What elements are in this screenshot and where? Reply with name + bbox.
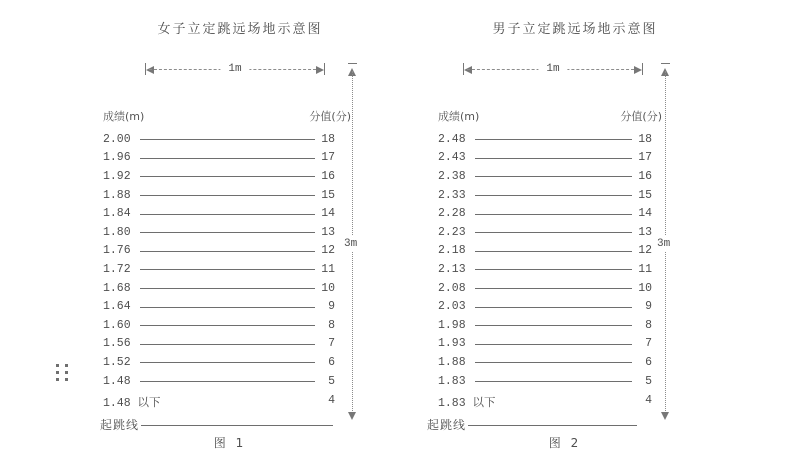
points-value: 15 <box>638 188 652 202</box>
distance-value: 1.98 <box>438 318 466 332</box>
distance-value: 1.56 <box>103 337 131 351</box>
below-threshold-row <box>438 394 652 410</box>
width-measure-label: 1m <box>220 63 249 75</box>
arrowhead-down-icon <box>348 412 356 420</box>
distance-value: 1.93 <box>438 337 466 351</box>
points-value: 8 <box>328 318 335 332</box>
width-measure-arrow <box>145 62 325 78</box>
tick-line <box>475 195 632 196</box>
points-value: 10 <box>321 281 335 295</box>
points-value: 14 <box>321 207 335 221</box>
score-row <box>438 372 652 391</box>
height-measure-label: 3m <box>657 238 671 250</box>
points-value: 17 <box>638 151 652 165</box>
score-row <box>103 335 335 354</box>
score-row <box>438 204 652 223</box>
points-value: 9 <box>645 300 652 314</box>
width-measure-arrow <box>463 62 643 78</box>
takeoff-label: 起跳线 <box>427 418 467 432</box>
below-threshold-row <box>103 394 335 410</box>
points-value: 4 <box>328 394 335 407</box>
distance-value: 1.48 <box>103 374 131 388</box>
score-row <box>103 353 335 372</box>
tick-line <box>140 269 315 270</box>
solid-line <box>141 425 333 426</box>
points-value: 11 <box>321 262 335 276</box>
diagram-title: 女子立定跳远场地示意图 <box>157 22 323 37</box>
tick-line <box>475 325 632 326</box>
score-row <box>438 149 652 168</box>
tick-line <box>475 269 632 270</box>
points-value: 7 <box>645 337 652 351</box>
measure-end-tick <box>348 63 357 64</box>
distance-value: 1.88 <box>438 355 466 369</box>
score-row <box>438 130 652 149</box>
score-row <box>103 186 335 205</box>
points-value: 15 <box>321 188 335 202</box>
width-measure-label: 1m <box>538 63 567 75</box>
points-value: 14 <box>638 207 652 221</box>
figure-caption: 图 1 <box>213 436 247 450</box>
score-row <box>438 167 652 186</box>
distance-value: 2.48 <box>438 132 466 146</box>
distance-value: 2.23 <box>438 225 466 239</box>
column-headers <box>438 108 662 124</box>
takeoff-line <box>427 416 637 433</box>
takeoff-line <box>100 416 333 433</box>
score-row <box>103 167 335 186</box>
score-row <box>103 279 335 298</box>
distance-value: 2.33 <box>438 188 466 202</box>
distance-value: 1.88 <box>103 188 131 202</box>
score-row <box>103 316 335 335</box>
tick-line <box>475 288 632 289</box>
score-row <box>438 223 652 242</box>
points-value: 18 <box>638 132 652 146</box>
tick-line <box>475 251 632 252</box>
tick-line <box>140 251 315 252</box>
points-value: 13 <box>638 225 652 239</box>
distance-value: 2.08 <box>438 281 466 295</box>
score-row <box>103 260 335 279</box>
tick-line <box>140 362 315 363</box>
score-row <box>103 223 335 242</box>
distance-value: 2.03 <box>438 300 466 314</box>
tick-line <box>475 158 632 159</box>
points-value: 18 <box>321 132 335 146</box>
points-value: 16 <box>321 169 335 183</box>
score-row <box>438 186 652 205</box>
figure-caption: 图 2 <box>548 436 582 450</box>
score-row <box>438 260 652 279</box>
tick-line <box>140 307 315 308</box>
measure-end-tick <box>642 63 643 75</box>
distance-value: 2.43 <box>438 151 466 165</box>
tick-line <box>475 307 632 308</box>
distance-value: 1.52 <box>103 355 131 369</box>
distance-header: 成绩(m) <box>438 110 480 123</box>
distance-value: 2.00 <box>103 132 131 146</box>
distance-value: 1.60 <box>103 318 131 332</box>
score-row <box>438 335 652 354</box>
tick-line <box>140 344 315 345</box>
points-value: 13 <box>321 225 335 239</box>
tick-line <box>475 139 632 140</box>
points-value: 11 <box>638 262 652 276</box>
points-value: 12 <box>638 244 652 258</box>
score-row <box>103 372 335 391</box>
score-row <box>103 149 335 168</box>
tick-line <box>475 362 632 363</box>
tick-line <box>140 325 315 326</box>
points-value: 8 <box>645 318 652 332</box>
score-row <box>103 204 335 223</box>
distance-header: 成绩(m) <box>103 110 145 123</box>
distance-value: 2.18 <box>438 244 466 258</box>
points-value: 10 <box>638 281 652 295</box>
score-table <box>103 130 335 390</box>
points-value: 16 <box>638 169 652 183</box>
points-value: 6 <box>328 355 335 369</box>
distance-value: 1.48 以下 <box>103 397 161 410</box>
tick-line <box>140 381 315 382</box>
distance-value: 1.84 <box>103 207 131 221</box>
diagram-women <box>100 14 370 466</box>
tick-line <box>140 232 315 233</box>
points-value: 9 <box>328 300 335 314</box>
score-row <box>103 130 335 149</box>
points-value: 5 <box>645 374 652 388</box>
score-row <box>438 279 652 298</box>
distance-value: 1.83 以下 <box>438 397 496 410</box>
score-row <box>103 242 335 261</box>
points-value: 5 <box>328 374 335 388</box>
arrowhead-right-icon <box>634 66 642 74</box>
tick-line <box>140 195 315 196</box>
diagram-men <box>427 14 705 466</box>
score-row <box>438 353 652 372</box>
drag-handle-icon <box>56 364 68 381</box>
tick-line <box>140 158 315 159</box>
diagram-title: 男子立定跳远场地示意图 <box>492 22 658 37</box>
points-value: 17 <box>321 151 335 165</box>
tick-line <box>475 232 632 233</box>
arrowhead-left-icon <box>146 66 154 74</box>
tick-line <box>475 176 632 177</box>
arrowhead-left-icon <box>464 66 472 74</box>
distance-value: 1.92 <box>103 169 131 183</box>
score-row <box>438 316 652 335</box>
measure-end-tick <box>661 63 670 64</box>
column-headers <box>103 108 351 124</box>
tick-line <box>140 214 315 215</box>
distance-value: 2.28 <box>438 207 466 221</box>
tick-line <box>475 344 632 345</box>
score-row <box>438 297 652 316</box>
distance-value: 1.83 <box>438 374 466 388</box>
tick-line <box>475 381 632 382</box>
solid-line <box>468 425 637 426</box>
distance-value: 1.64 <box>103 300 131 314</box>
score-row <box>438 242 652 261</box>
score-table <box>438 130 652 390</box>
measure-end-tick <box>324 63 325 75</box>
tick-line <box>140 176 315 177</box>
points-header: 分值(分) <box>309 110 351 123</box>
arrowhead-right-icon <box>316 66 324 74</box>
points-value: 7 <box>328 337 335 351</box>
takeoff-label: 起跳线 <box>100 418 140 432</box>
tick-line <box>475 214 632 215</box>
points-value: 6 <box>645 355 652 369</box>
points-value: 4 <box>645 394 652 407</box>
height-measure-label: 3m <box>344 238 358 250</box>
distance-value: 1.68 <box>103 281 131 295</box>
distance-value: 1.72 <box>103 262 131 276</box>
distance-value: 1.76 <box>103 244 131 258</box>
distance-value: 1.96 <box>103 151 131 165</box>
distance-value: 1.80 <box>103 225 131 239</box>
score-row <box>103 297 335 316</box>
points-value: 12 <box>321 244 335 258</box>
distance-value: 2.13 <box>438 262 466 276</box>
points-header: 分值(分) <box>620 110 662 123</box>
tick-line <box>140 139 315 140</box>
arrowhead-down-icon <box>661 412 669 420</box>
distance-value: 2.38 <box>438 169 466 183</box>
tick-line <box>140 288 315 289</box>
